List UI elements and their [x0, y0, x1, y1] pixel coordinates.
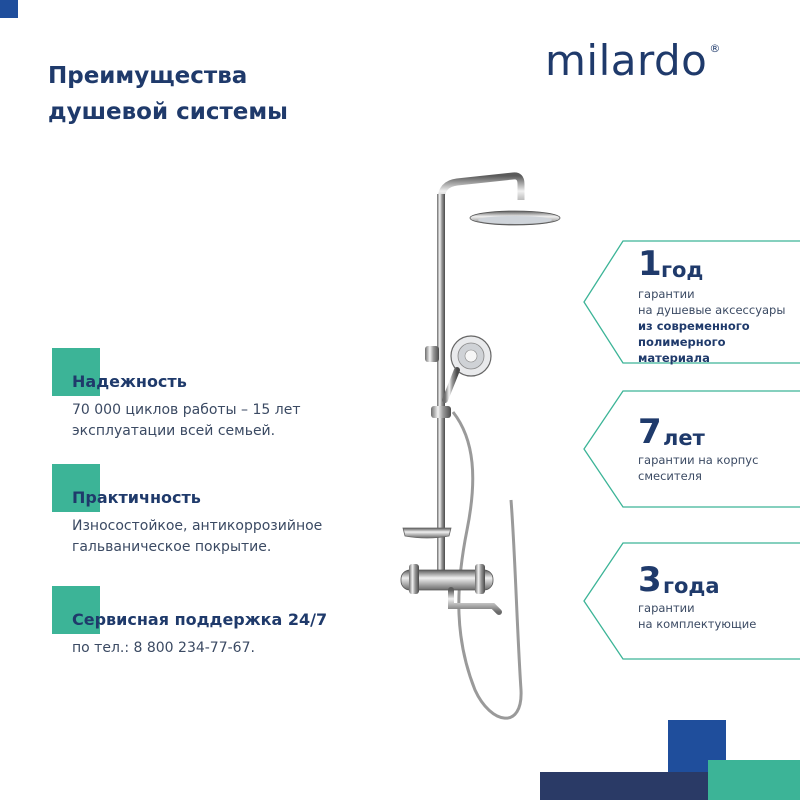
page-title-line-2: душевой системы [48, 99, 288, 125]
badge-text-line: гарантии [638, 287, 695, 301]
badge-unit: год [661, 258, 704, 282]
badge-text [638, 600, 798, 632]
feature-title: Сервисная поддержка 24/7 [72, 610, 328, 629]
brand-logo [545, 36, 721, 85]
badge-text-line-bold: из современного [638, 319, 750, 333]
warranty-badge-7-years [583, 390, 800, 508]
feature-title: Практичность [72, 488, 201, 507]
decor-block-dark [540, 772, 726, 800]
badge-unit: лет [663, 426, 705, 450]
page-title-line-1: Преимущества [48, 63, 248, 89]
corner-square-decoration [0, 0, 18, 18]
warranty-badge-3-years [583, 542, 800, 660]
brand-name: milardo [545, 36, 708, 85]
badge-number: 1 [638, 244, 661, 284]
badge-number: 3 [638, 560, 661, 600]
feature-description: по тел.: 8 800 234-77-67. [72, 640, 255, 656]
badge-text-line: гарантии на корпус [638, 453, 759, 467]
badge-text [638, 286, 798, 366]
badge-text-line: на комплектующие [638, 617, 757, 631]
shower-hose [453, 412, 521, 718]
page-title [48, 58, 288, 130]
shelf [403, 528, 451, 538]
badge-unit: года [663, 574, 720, 598]
feature-description: Износостойкое, антикоррозийное гальваническое покрытие. [72, 518, 323, 555]
badge-text-line-bold: полимерного материала [638, 335, 726, 365]
feature-description: 70 000 циклов работы – 15 лет эксплуатации всей семьей. [72, 402, 301, 439]
shower-system-illustration [395, 170, 575, 730]
badge-text-line: смесителя [638, 469, 702, 483]
badge-text [638, 452, 798, 484]
badge-number: 7 [638, 412, 661, 452]
badge-text-line: на душевые аксессуары [638, 303, 786, 317]
feature-title: Надежность [72, 372, 187, 391]
registered-mark: ® [709, 42, 721, 55]
decor-block-teal [708, 760, 800, 800]
badge-text-line: гарантии [638, 601, 695, 615]
warranty-badge-1-year [583, 240, 800, 364]
slide-holder [431, 406, 451, 418]
shower-rod [437, 194, 445, 572]
